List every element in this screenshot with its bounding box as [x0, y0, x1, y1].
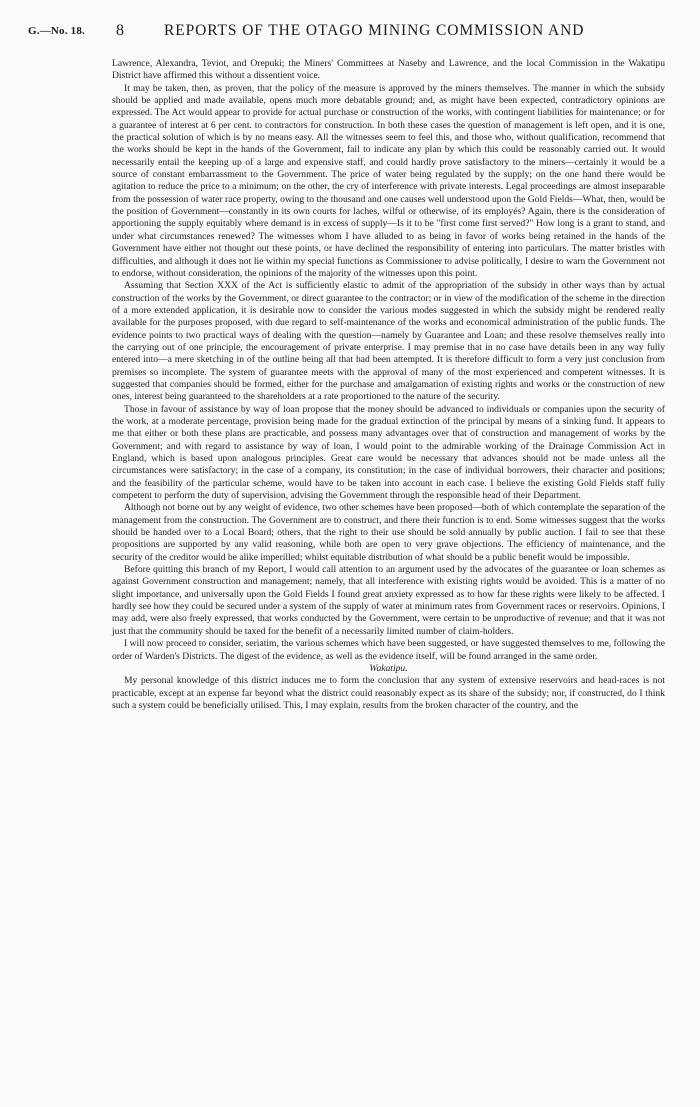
paragraph: Those in favour of assistance by way of loan propose that the money should be advanced to individuals or companies upon the security of the work, at a moderate percentage, provision being made for the gradual extinction of the principal by means of a sinking fund. It appears to me that either or both these plans are practicable, and possess many advantages over that of construction and management of works by the Government; and with regard to assistance by way of loan, I would point to the admirable working of the Drainage Commission Act in England, which is based upon analogous principles. Great care would be necessary that advances should not be made unless all the circumstances were satisfactory; in the case of a company, its constitution; in the case of individual borrowers, their character and positions; and the feasibility of the particular scheme, would have to be taken into account in each case. I believe the existing Gold Fields staff fully competent to perform the duty of supervision, advising the Government through the responsible head of their Department.: [112, 403, 665, 502]
page-header: [28, 22, 678, 44]
paragraph: I will now proceed to consider, seriatim, the various schemes which have been suggested, or have suggested themselves to me, following the order of Warden's Districts. The digest of the evidence, as well as the evidence itself, will be found arranged in the same order.: [112, 638, 665, 662]
document-reference: G.—No. 18.: [28, 25, 85, 37]
running-title: REPORTS OF THE OTAGO MINING COMMISSION AND: [164, 22, 585, 39]
section-heading: Wakatipu.: [369, 662, 408, 674]
paragraph: Lawrence, Alexandra, Teviot, and Orepuki; the Miners' Committees at Naseby and Lawrence, and the local Commission in the Wakatipu District have affirmed this without a dissentient voice.: [112, 58, 665, 82]
paragraph: Assuming that Section XXX of the Act is sufficiently elastic to admit of the appropriation of the subsidy in other ways than by actual construction of the works by the Government, or direct guarantee to the contractor; or in view of the modification of the scheme in the direction of a more extended application, it is desirable now to consider the various modes suggested in which the subsidy might be rendered really available for the purposes proposed, with due regard to self-maintenance of the works and economical administration of the public funds. The evidence points to two practical ways of dealing with the question—namely by Guarantee and Loan; and these resolve themselves really into the carrying out of one principle, the encouragement of private enterprise. I may premise that in no case have details been in any way fully entered into—a mere sketching in of the outline being all that had been attempted. It is therefore difficult to form a very just conclusion from premises so incomplete. The system of guarantee meets with the approval of many of the most experienced and competent witnesses. It is suggested that companies should be formed, either for the purchase and amalgamation of existing rights and works or the construction of new ones, interest being guaranteed to the shareholders at a rate proportioned to the nature of the security.: [112, 280, 665, 403]
report-body: [112, 58, 665, 712]
paragraph: Although not borne out by any weight of evidence, two other schemes have been proposed—both of which contemplate the separation of the management from the construction. The Government are to construct, and there their function is to end. Some witnesses suggest that the works should be handed over to a Local Board; others, that the right to their use should be sold annually by public auction. I fail to see that these propositions are supported by any valid reasoning, while both are open to very grave objections. The efficiency of maintenance, and the security of the creditor would be alike imperilled; whilst equitable distribution of what should be a public benefit would be impossible.: [112, 502, 665, 563]
paragraph: My personal knowledge of this district induces me to form the conclusion that any system of extensive reservoirs and head-races is not practicable, except at an expense far beyond what the district could reasonably expect as its share of the subsidy; nor, if constructed, do I think such a system could be beneficially utilised. This, I may explain, results from the broken character of the country, and the: [112, 675, 665, 711]
paragraph: It may be taken, then, as proven, that the policy of the measure is approved by the miners themselves. The manner in which the subsidy should be applied and made available, opens much more debatable ground; and, as might have been expected, contradictory opinions are expressed. The Act would appear to provide for actual purchase or construction of the works, with contingent liabilities for maintenance; or for a guarantee of interest at 6 per cent. to contractors for construction. In both these cases the question of management is left open, and it is one, the practical solution of which is by no means easy. All the witnesses seem to feel this, and those who, without qualification, recommend that the works should be kept in the hands of the Government, fail to indicate any plan by which this could be reasonably carried out. It would necessarily entail the keeping up of a large and expensive staff, and could hardly prove satisfactory to the miners—certainly it would be a source of constant embarrassment to the Government. The price of water being regulated by the supply; on the one hand there would be agitation to reduce the price to a minimum; on the other, the cry of interference with private interests. Legal proceedings are almost inseparable from the possession of water race property, owing to the thousand and one causes well understood upon the Gold Fields—What, then, would be the position of Government—constantly in its own courts for laches, wilful or otherwise, of its employés? Again, there is the consideration of apportioning the supply equitably where demand is in excess of supply—Is it to be "first come first served?" How long is a grant to stand, and under what circumstances renewed? The witnesses whom I have alluded to as being in favor of works being retained in the hands of the Government have either not thought out these points, or have declined the responsibility of entering into particulars. The matter bristles with difficulties, and although it does not lie within my special functions as Commissioner to advise politically, I desire to warn the Government not to endorse, without consideration, the opinions of the majority of the witnesses upon this point.: [112, 82, 665, 279]
page-number: 8: [116, 22, 124, 39]
paragraph: Before quitting this branch of my Report, I would call attention to an argument used by the advocates of the guarantee or loan schemes as against Government construction and management; namely, that all interference with existing rights would be avoided. This is a matter of no slight importance, and universally upon the Gold Fields I found great anxiety expressed as to how far these rights were likely to be affected. I hardly see how they could be secured under a system of the supply of water at minimum rates from Government races or reservoirs. Opinions, I may add, were also freely expressed, that works conducted by the Government, were certain to be unproductive of revenue; and that it was not just that the community should be taxed for the benefit of a necessarily limited number of claim-holders.: [112, 564, 665, 637]
